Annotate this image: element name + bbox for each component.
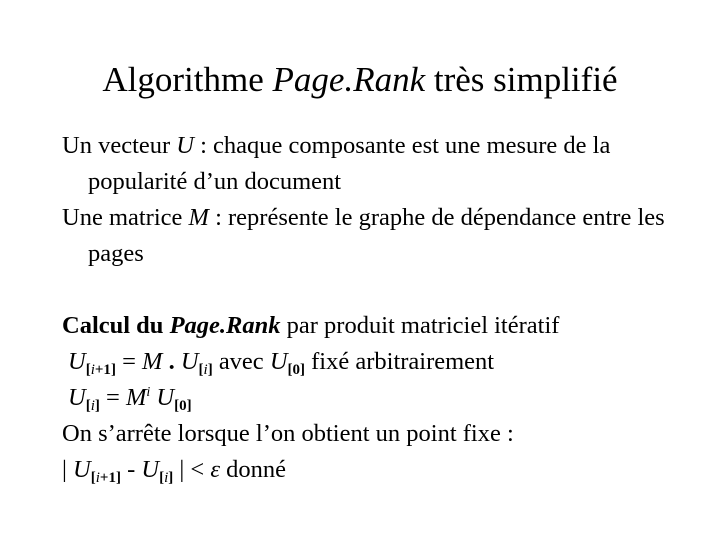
convergence-formula	[62, 452, 682, 488]
formula-u-2: U	[180, 348, 199, 375]
power-formula	[62, 380, 682, 416]
formula-u-3: U	[269, 348, 288, 375]
condition-bar-open: |	[62, 456, 74, 483]
definition-vector	[62, 128, 682, 200]
condition-subscript-i-plus-one: [i+1]	[90, 470, 121, 486]
power-exponent-i: i	[146, 385, 151, 400]
title-suffix: très simplifié	[425, 60, 618, 99]
calcul-heading	[62, 308, 682, 344]
condition-u: U	[73, 456, 91, 483]
definition-matrix-text: : représente le graphe de dépendance entre les pages	[88, 204, 665, 267]
calcul-heading-pagerank: Page.Rank	[169, 312, 281, 339]
condition-bar-close: | <	[173, 456, 211, 483]
power-subscript-zero: [0]	[174, 398, 192, 414]
title-prefix: Algorithme	[102, 60, 273, 99]
definition-vector-var: U	[176, 132, 194, 159]
condition-subscript-i: [i]	[159, 470, 174, 486]
subscript-zero: [0]	[287, 362, 306, 378]
title-pagerank: Page.Rank	[272, 60, 426, 99]
formula-m: M	[142, 348, 163, 375]
formula-dot: .	[162, 348, 181, 375]
subscript-i-plus-one: [i+1]	[85, 362, 116, 378]
formula-u: U	[68, 348, 86, 375]
formula-avec: avec	[212, 348, 270, 375]
power-m: M	[125, 384, 147, 411]
epsilon-symbol: ε	[210, 456, 221, 483]
spacer	[62, 272, 682, 308]
power-u-2: U	[156, 384, 175, 411]
definition-matrix	[62, 200, 682, 272]
condition-given: donné	[220, 456, 287, 483]
iteration-formula	[62, 344, 682, 380]
power-u: U	[68, 384, 86, 411]
formula-equals: =	[115, 348, 143, 375]
power-equals: =	[99, 384, 126, 411]
formula-arbitrary: fixé arbitrairement	[305, 348, 495, 375]
power-subscript-i: [i]	[85, 398, 100, 414]
subscript-i: [i]	[198, 362, 213, 378]
slide-body	[62, 128, 682, 488]
condition-minus: -	[120, 456, 142, 483]
definition-vector-pre: Un vecteur	[62, 132, 177, 159]
condition-u-2: U	[141, 456, 160, 483]
slide-title	[0, 58, 720, 102]
definition-matrix-pre: Une matrice	[62, 204, 189, 231]
definition-matrix-var: M	[188, 204, 209, 231]
calcul-heading-bold: Calcul du	[62, 312, 170, 339]
calcul-heading-rest: par produit matriciel itératif	[280, 312, 560, 339]
stop-condition-text: On s’arrête lorsque l’on obtient un point fixe :	[62, 420, 514, 447]
definition-vector-text: : chaque composante est une mesure de la popularité d’un document	[88, 132, 611, 195]
